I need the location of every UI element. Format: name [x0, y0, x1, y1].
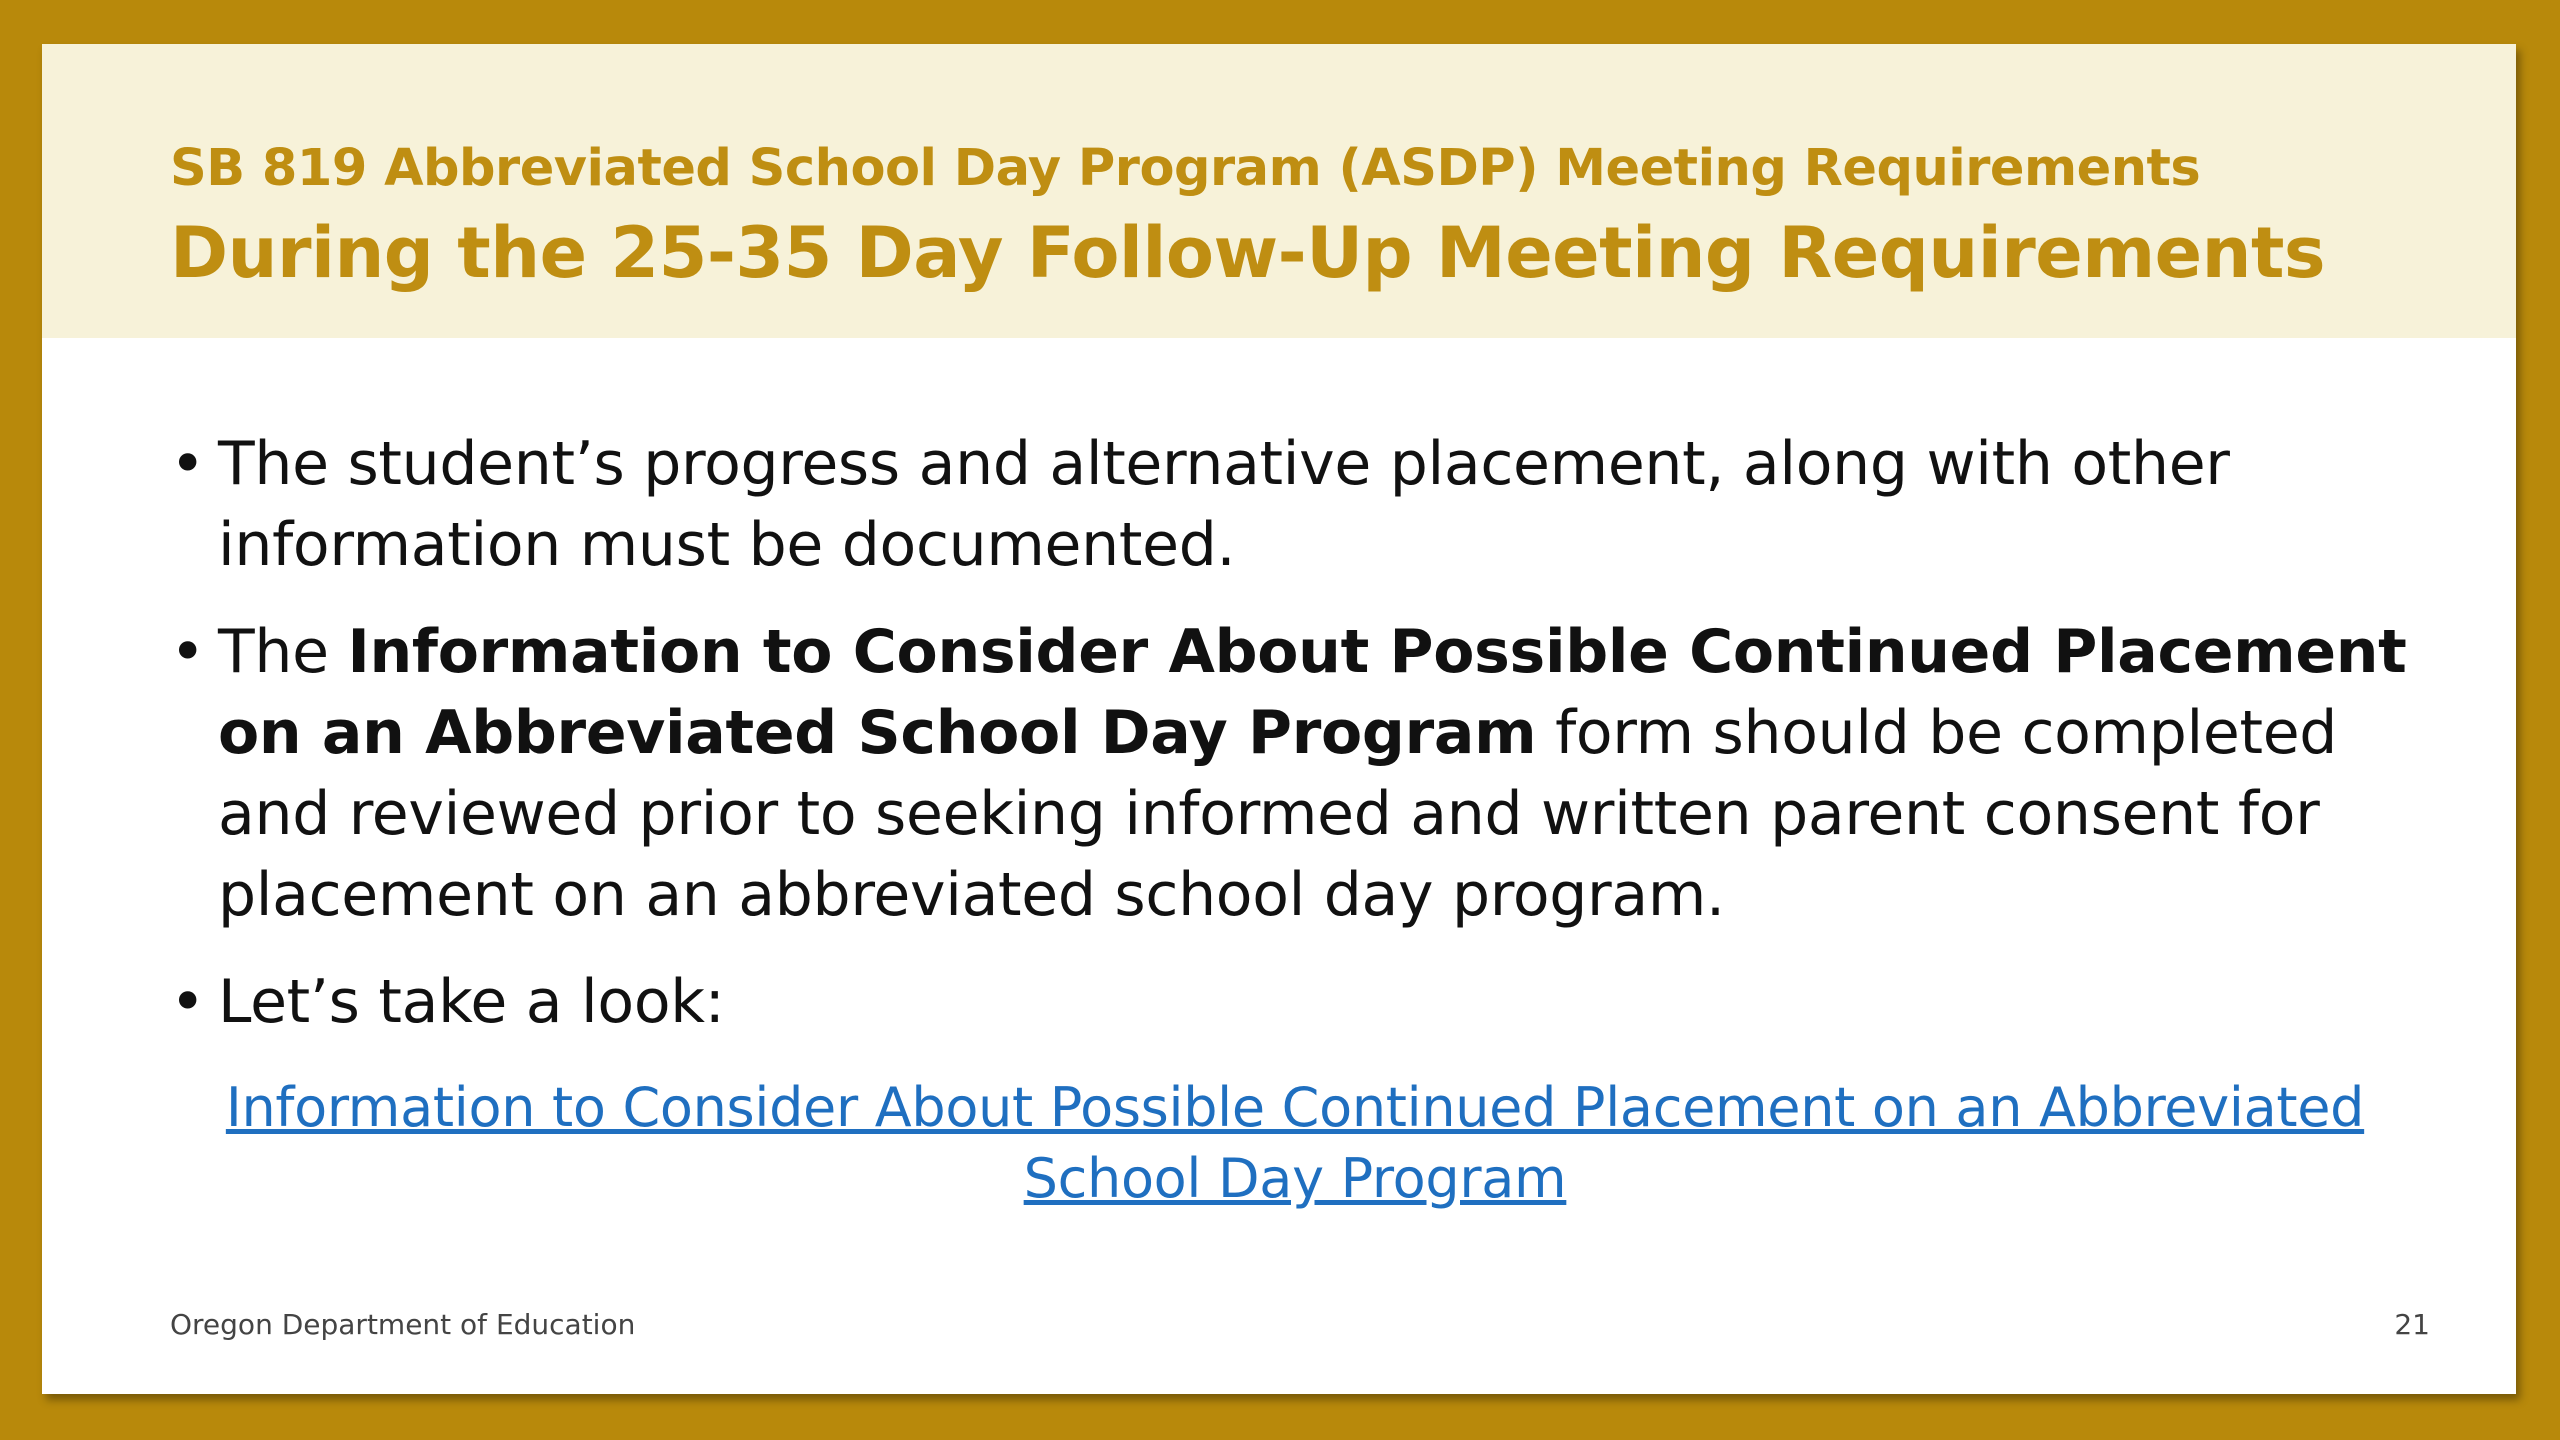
bullet-text-suffix: form should be completed and reviewed prior to seeking informed and written parent consent for placement on an abbreviated school day program.: [218, 698, 2338, 930]
bullet-item: [170, 612, 2420, 936]
bullet-item: [170, 424, 2420, 586]
bullet-item: [170, 962, 2420, 1043]
slide-number: 21: [2394, 1308, 2430, 1341]
bullet-list: [170, 424, 2420, 1069]
link-container: [170, 1072, 2420, 1214]
form-name-bold: Information to Consider About Possible Continued Placement on an Abbreviated School Day Program: [218, 617, 2407, 768]
bullet-dot-icon: •: [170, 617, 206, 687]
bullet-text: The student’s progress and alternative placement, along with other information must be documented.: [218, 429, 2230, 580]
bullet-text: Let’s take a look:: [218, 967, 725, 1037]
bullet-dot-icon: •: [170, 967, 206, 1037]
footer-organization: Oregon Department of Education: [170, 1308, 636, 1341]
slide-subtitle: SB 819 Abbreviated School Day Program (ASDP) Meeting Requirements: [170, 139, 2201, 198]
slide: [42, 44, 2516, 1394]
slide-title: During the 25-35 Day Follow-Up Meeting Requirements: [170, 212, 2326, 294]
slide-header: [42, 44, 2516, 338]
form-link[interactable]: Information to Consider About Possible Continued Placement on an Abbreviated School Day Program: [225, 1076, 2365, 1210]
bullet-text-prefix: The: [218, 617, 348, 687]
bullet-dot-icon: •: [170, 429, 206, 499]
